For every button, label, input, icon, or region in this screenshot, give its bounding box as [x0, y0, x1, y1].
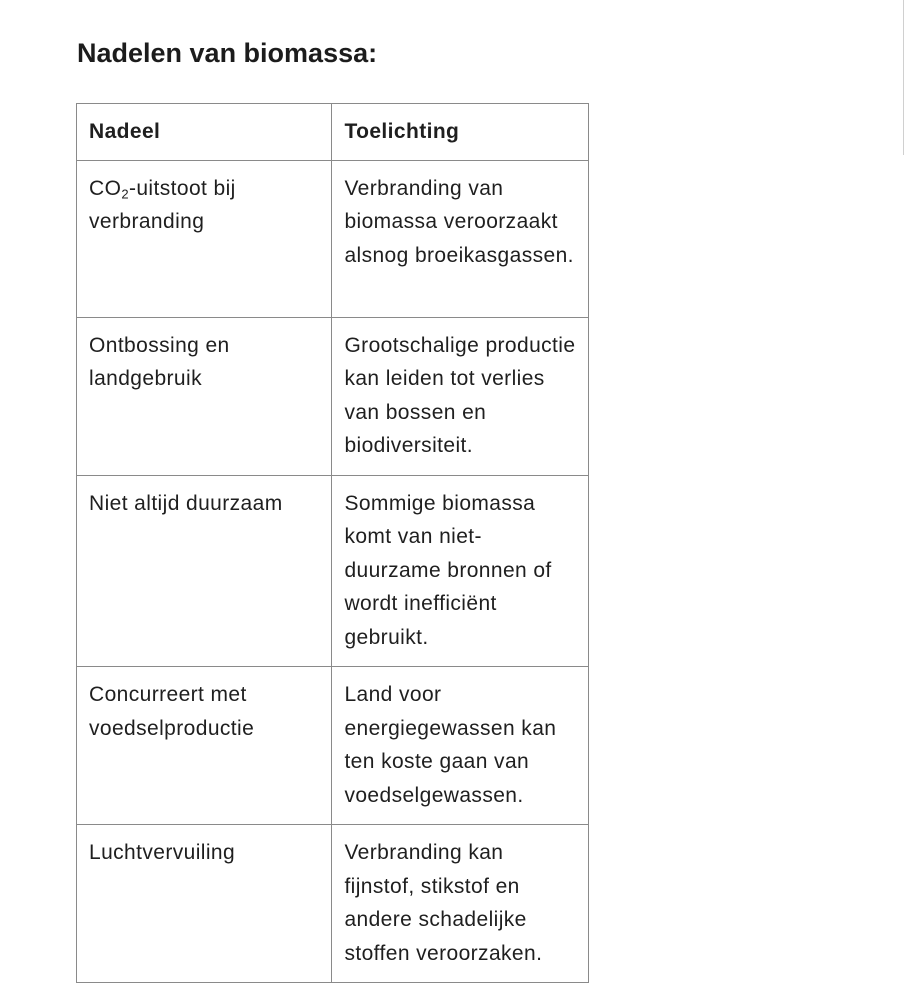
- column-header-disadvantage: Nadeel: [77, 104, 332, 161]
- column-header-explanation: Toelichting: [332, 104, 589, 161]
- disadvantage-cell: Luchtvervuiling: [77, 825, 332, 983]
- scroll-edge-marker: [903, 0, 908, 155]
- table-row: [77, 317, 589, 475]
- table-row: [77, 160, 589, 317]
- disadvantage-cell: [77, 160, 332, 317]
- table-row: [77, 475, 589, 667]
- explanation-cell: Grootschalige productie kan leiden tot verlies van bossen en biodiversiteit.: [332, 317, 589, 475]
- explanation-cell: Verbranding van biomassa veroorzaakt alsnog broeikasgassen.: [332, 160, 589, 317]
- explanation-cell: Land voor energiegewassen kan ten koste gaan van voedselgewassen.: [332, 667, 589, 825]
- co2-subscript: 2: [121, 185, 129, 201]
- co2-suffix: -uitstoot bij verbranding: [89, 176, 236, 233]
- section-heading: Nadelen van biomassa:: [77, 38, 378, 68]
- table-row: [77, 667, 589, 825]
- disadvantage-cell: Concurreert met voedselproductie: [77, 667, 332, 825]
- explanation-cell: Sommige biomassa komt van niet-duurzame bronnen of wordt inefficiënt gebruikt.: [332, 475, 589, 667]
- disadvantages-table: [76, 103, 589, 983]
- table-header-row: [77, 104, 589, 161]
- disadvantage-cell: Ontbossing en landgebruik: [77, 317, 332, 475]
- disadvantage-cell: Niet altijd duurzaam: [77, 475, 332, 667]
- explanation-cell: Verbranding kan fijnstof, stikstof en andere schadelijke stoffen veroorzaken.: [332, 825, 589, 983]
- co2-prefix: CO: [89, 176, 122, 200]
- table-row: [77, 825, 589, 983]
